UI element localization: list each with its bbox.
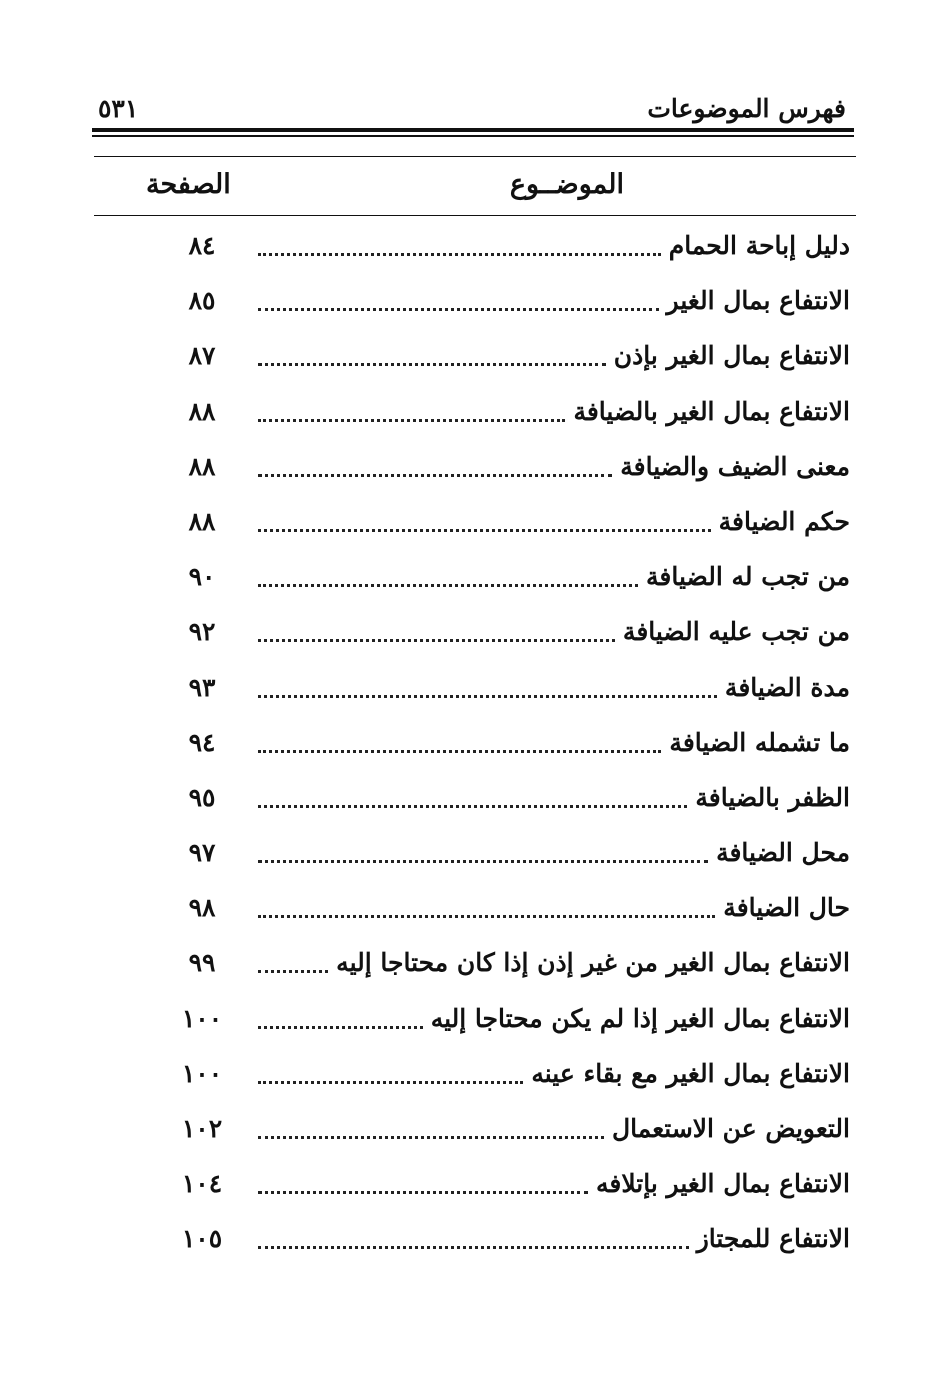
toc-entry-page: ٩٥: [188, 782, 216, 812]
dot-leader: [258, 419, 565, 422]
toc-entry-topic: الانتفاع بمال الغير: [666, 286, 850, 316]
topic-column-heading: الموضــوع: [509, 169, 624, 200]
toc-entry: [0, 216, 936, 271]
dot-leader: [258, 1026, 423, 1029]
toc-entry-page: ١٠٠: [181, 1003, 223, 1033]
toc-entry-topic: الانتفاع للمجتاز: [696, 1224, 850, 1254]
dot-leader: [258, 308, 659, 311]
toc-entry-line: [258, 999, 850, 1039]
toc-entry: [0, 768, 936, 823]
toc-entry-topic: الانتفاع بمال الغير مع بقاء عينه: [531, 1058, 850, 1088]
toc-entry: [0, 1099, 936, 1154]
toc-entry: [0, 878, 936, 933]
toc-entry-topic: محل الضيافة: [716, 838, 850, 868]
toc-entry-topic: ما تشمله الضيافة: [669, 727, 850, 757]
dot-leader: [258, 1136, 604, 1139]
toc-entry-line: [258, 943, 850, 983]
toc-entry: [0, 658, 936, 713]
toc-entry: [0, 1209, 936, 1264]
toc-entry-page: ٨٤: [188, 231, 216, 260]
dot-leader: [258, 1246, 689, 1249]
toc-entry-line: [258, 447, 850, 487]
toc-entry-topic: مدة الضيافة: [724, 672, 850, 702]
toc-entry: [0, 547, 936, 602]
toc-entry-topic: الانتفاع بمال الغير بإتلافه: [596, 1169, 850, 1199]
toc-entry: [0, 713, 936, 768]
running-title: فهرس الموضوعات: [647, 94, 846, 123]
toc-entry-line: [258, 336, 850, 376]
dot-leader: [258, 805, 687, 808]
header-rule-thin: [92, 135, 854, 137]
toc-entry-page: ٩٨: [188, 893, 216, 923]
toc-entry: [0, 1154, 936, 1209]
toc-entry-page: ٩٣: [188, 672, 216, 702]
toc-entry-topic: التعويض عن الاستعمال: [611, 1114, 850, 1143]
toc-entry-topic: من تجب عليه الضيافة: [622, 617, 850, 647]
toc-entry-line: [258, 833, 850, 873]
column-headings: [94, 156, 856, 216]
dot-leader: [258, 529, 711, 532]
dot-leader: [258, 970, 328, 973]
running-header: [92, 92, 854, 128]
dot-leader: [258, 584, 638, 587]
toc-entry-topic: حكم الضيافة: [718, 506, 850, 536]
dot-leader: [258, 695, 717, 698]
toc-entry: [0, 437, 936, 492]
dot-leader: [258, 750, 661, 753]
toc-entry: [0, 989, 936, 1044]
toc-entry-line: [258, 1164, 850, 1204]
toc-entry: [0, 602, 936, 657]
toc-entry: [0, 823, 936, 878]
toc-entry-topic: الانتفاع بمال الغير إذا لم يكن محتاجا إليه: [430, 1003, 850, 1033]
dot-leader: [258, 1081, 523, 1084]
toc-entry-line: [258, 1109, 850, 1149]
dot-leader: [258, 915, 715, 918]
toc-entry-line: [258, 888, 850, 928]
toc-entry-page: ٨٥: [188, 286, 216, 316]
toc-entry-topic: من تجب له الضيافة: [646, 562, 850, 592]
page-number: ٥٣١: [98, 94, 139, 123]
toc-entry-line: [258, 668, 850, 708]
toc-entry-line: [258, 392, 850, 432]
dot-leader: [258, 253, 661, 256]
toc-entry-line: [258, 281, 850, 321]
toc-entry-line: [258, 226, 850, 266]
toc-entry: [0, 1044, 936, 1099]
toc-entry-line: [258, 502, 850, 542]
toc-entry-page: ١٠٢: [181, 1114, 223, 1143]
dot-leader: [258, 860, 708, 863]
toc-entry-topic: الانتفاع بمال الغير بإذن: [613, 341, 850, 371]
toc-entry-page: ٩٠: [188, 562, 216, 592]
toc-entry-page: ٩٤: [188, 727, 216, 757]
toc-entry-topic: دليل إباحة الحمام: [668, 231, 850, 260]
header-rule-thick: [92, 128, 854, 132]
toc-entry-page: ٨٨: [188, 396, 216, 426]
toc-entry-page: ٨٨: [188, 506, 216, 536]
toc-entry-page: ١٠٤: [181, 1169, 223, 1199]
toc-entry-topic: معنى الضيف والضيافة: [620, 451, 850, 481]
toc-entry-page: ٩٩: [188, 948, 216, 978]
toc-entry-topic: الانتفاع بمال الغير من غير إذن إذا كان محتاجا إليه: [336, 948, 850, 978]
dot-leader: [258, 363, 606, 366]
toc-entry: [0, 271, 936, 326]
dot-leader: [258, 1191, 588, 1194]
toc-entry: [0, 326, 936, 381]
toc-entry-topic: حال الضيافة: [723, 893, 850, 923]
dot-leader: [258, 639, 615, 642]
toc-entry: [0, 382, 936, 437]
toc-entry-page: ١٠٠: [181, 1058, 223, 1088]
toc-entry-page: ٩٧: [188, 838, 216, 868]
page-column-heading: الصفحة: [146, 169, 231, 200]
toc-entry: [0, 492, 936, 547]
dot-leader: [258, 474, 612, 477]
toc-entry-topic: الانتفاع بمال الغير بالضيافة: [573, 396, 850, 426]
toc-entry-topic: الظفر بالضيافة: [695, 782, 850, 812]
toc-entry-line: [258, 557, 850, 597]
toc-entries: [0, 216, 936, 1265]
toc-entry-line: [258, 1219, 850, 1259]
toc-entry-line: [258, 778, 850, 818]
toc-entry-line: [258, 612, 850, 652]
toc-entry: [0, 933, 936, 988]
header-double-rule: [92, 128, 854, 138]
toc-entry-page: ١٠٥: [181, 1224, 223, 1254]
toc-entry-line: [258, 1054, 850, 1094]
toc-entry-page: ٨٨: [188, 451, 216, 481]
toc-entry-page: ٩٢: [188, 617, 216, 647]
toc-entry-page: ٨٧: [188, 341, 216, 371]
toc-entry-line: [258, 723, 850, 763]
